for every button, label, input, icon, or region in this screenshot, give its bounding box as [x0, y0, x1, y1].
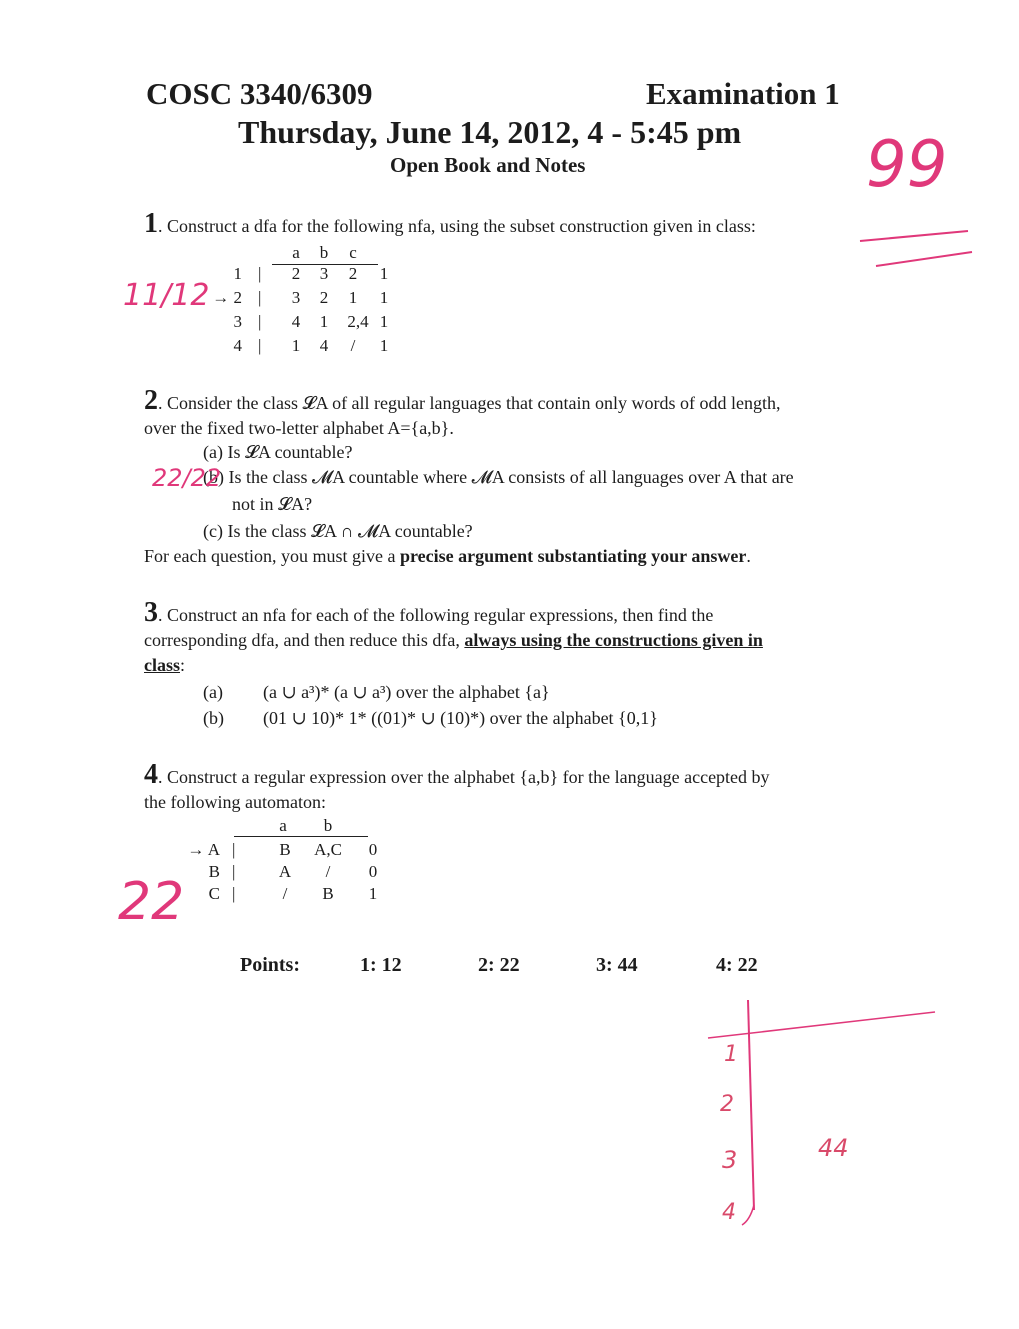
table-row-state: → 2 [212, 288, 242, 307]
table-cell: 2 [348, 264, 358, 283]
row-divider: | [232, 840, 236, 859]
table-cell: 1 [379, 336, 389, 355]
table-cell: 1 [379, 264, 389, 283]
table-cell: 1 [291, 336, 301, 355]
underline-stroke [860, 231, 968, 241]
column-header: b [323, 816, 333, 835]
question-number: 1 [144, 208, 158, 239]
question-number: 2 [144, 385, 158, 416]
underline-stroke [876, 252, 972, 266]
table-cell: 1 [348, 288, 358, 307]
table-row-state: 4 [233, 336, 242, 355]
question-text: . Construct a dfa for the following nfa, using the subset construction given in class: [158, 216, 756, 236]
question-2a: (a) Is 𝓛A countable? [203, 442, 353, 462]
tally-vertical-line [748, 1000, 754, 1210]
points-item: 1: 12 [360, 954, 402, 976]
points-item: 3: 44 [596, 954, 638, 976]
table-cell: 0 [368, 862, 378, 881]
table-cell: 3 [291, 288, 301, 307]
table-cell: / [350, 336, 356, 355]
table-cell: 1 [379, 288, 389, 307]
table-cell: 4 [291, 312, 301, 331]
handwritten-q2-score: 22/22 [152, 464, 222, 492]
table-cell: 4 [319, 336, 329, 355]
exam-title: Examination 1 [646, 76, 840, 111]
question-2c: (c) Is the class 𝓛A ∩ 𝓜A countable? [203, 521, 473, 541]
question-2 [144, 385, 780, 417]
tally-row-3: 3 [722, 1146, 738, 1174]
table-cell: 2 [319, 288, 329, 307]
question-3a-expression: (a ∪ a³)* (a ∪ a³) over the alphabet {a} [263, 682, 550, 702]
tally-horizontal-line [708, 1012, 935, 1038]
tally-total: 44 [818, 1134, 849, 1162]
question-4 [144, 759, 770, 791]
table-cell: 2 [291, 264, 301, 283]
table-row-state: → A [187, 840, 220, 859]
table-cell: 3 [319, 264, 329, 283]
table-cell: / [325, 862, 331, 881]
exam-subtitle: Open Book and Notes [390, 153, 586, 177]
question-2-footer: For each question, you must give a precise argument substantiating your answer. [144, 546, 751, 566]
table-cell: 1 [379, 312, 389, 331]
points-item: 2: 22 [478, 954, 520, 976]
table-cell: A [278, 862, 292, 881]
exam-date: Thursday, June 14, 2012, 4 - 5:45 pm [238, 114, 742, 150]
table-cell: 1 [319, 312, 329, 331]
table-cell: 2,4 [347, 312, 369, 331]
row-divider: | [232, 862, 236, 881]
tally-hook [742, 1205, 754, 1225]
question-4-line: the following automaton: [144, 792, 326, 812]
table-row-state: 3 [233, 312, 242, 331]
table-row-state: C [208, 884, 220, 903]
question-3b-label: (b) [203, 708, 224, 728]
table-cell: 0 [368, 840, 378, 859]
tally-row-4: 4 [722, 1200, 736, 1225]
table-cell: A,C [314, 840, 342, 859]
column-header: b [319, 243, 329, 262]
question-3a-label: (a) [203, 682, 223, 702]
points-item: 4: 22 [716, 954, 758, 976]
row-divider: | [258, 336, 262, 355]
table-cell: 1 [368, 884, 378, 903]
question-number: 3 [144, 597, 158, 628]
points-label: Points: [240, 954, 300, 976]
question-3-line: corresponding dfa, and then reduce this dfa, always using the constructions given in [144, 630, 763, 650]
question-text: . Construct a regular expression over the alphabet {a,b} for the language accepted by [158, 767, 770, 787]
table-cell: / [282, 884, 288, 903]
row-divider: | [258, 312, 262, 331]
handwritten-total-score: 99 [866, 128, 948, 202]
table-row-state: 1 [233, 264, 242, 283]
question-2-line: over the fixed two-letter alphabet A={a,b}. [144, 418, 454, 438]
row-divider: | [258, 288, 262, 307]
question-2b-cont: not in 𝓛A? [232, 494, 313, 514]
question-3-line: class: [144, 655, 186, 675]
column-header: c [349, 243, 357, 262]
table-cell: B [279, 840, 291, 859]
handwritten-q4-score: 22 [118, 872, 185, 932]
table-row-state: B [208, 862, 220, 881]
question-text: . Construct an nfa for each of the following regular expressions, then find the [158, 605, 714, 625]
column-header: a [279, 816, 287, 835]
course-code: COSC 3340/6309 [146, 76, 373, 111]
question-2b: (b) Is the class 𝓜A countable where 𝓜A consists of all languages over A that are [203, 467, 794, 487]
row-divider: | [232, 884, 236, 903]
question-3b-expression: (01 ∪ 10)* 1* ((01)* ∪ (10)*) over the alphabet {0,1} [263, 708, 658, 728]
column-header: a [292, 243, 300, 262]
tally-row-1: 1 [724, 1042, 738, 1067]
question-1 [144, 208, 756, 240]
question-3 [144, 597, 713, 629]
tally-row-2: 2 [720, 1092, 734, 1117]
handwritten-q1-score: 11/12 [123, 278, 210, 313]
table-rule [234, 836, 368, 837]
table-cell: B [322, 884, 334, 903]
row-divider: | [258, 264, 262, 283]
question-text: . Consider the class 𝓛A of all regular languages that contain only words of odd length, [158, 393, 781, 413]
question-number: 4 [144, 759, 158, 790]
